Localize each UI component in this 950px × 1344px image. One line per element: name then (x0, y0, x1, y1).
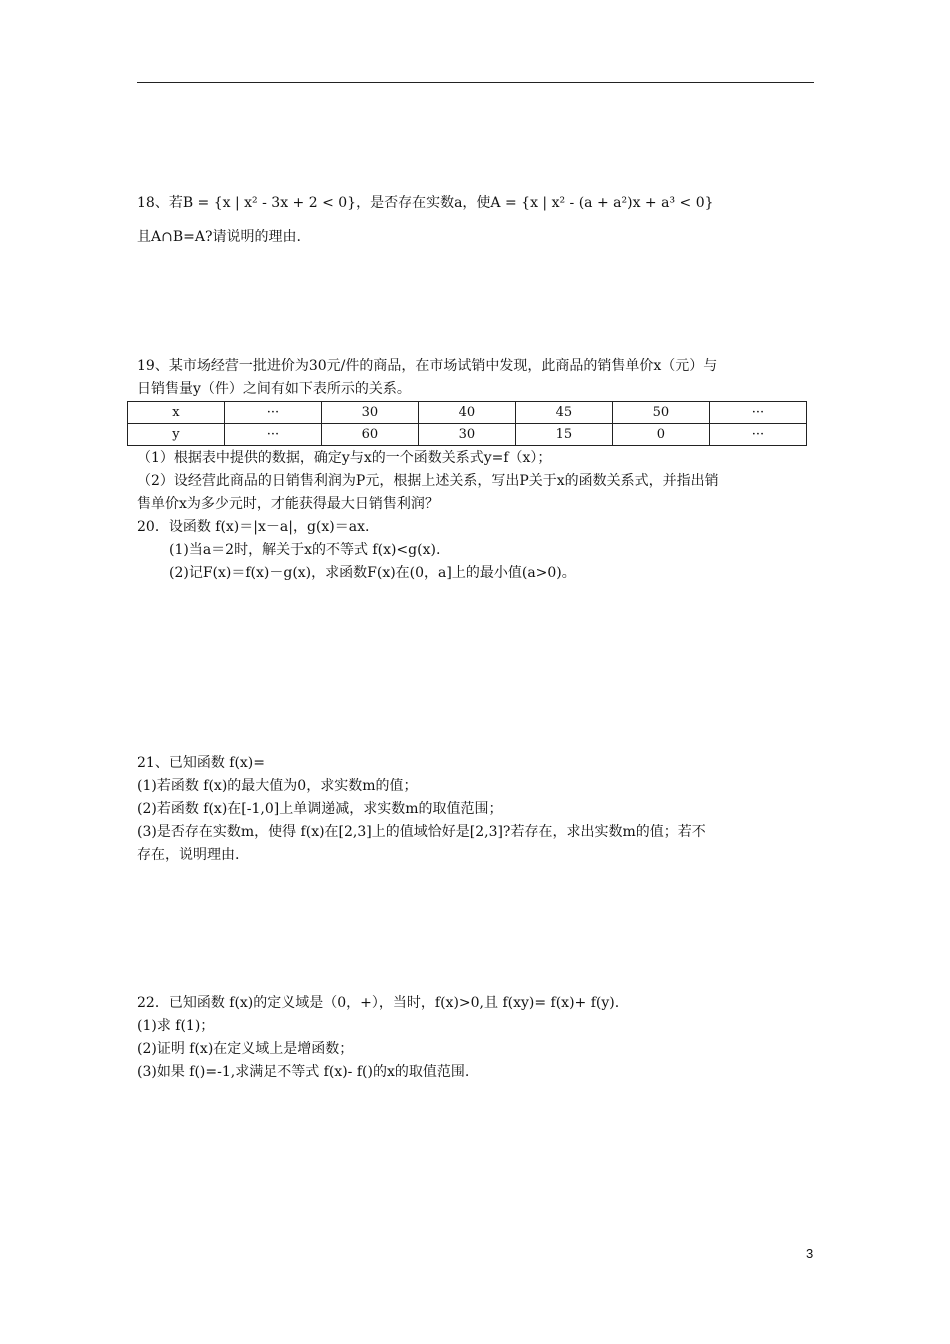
q21-part3a: (3)是否存在实数m，使得 f(x)在[2,3]上的值域恰好是[2,3]?若存在，求出实数m的值；若不 (137, 824, 706, 840)
q19-part2a: （2）设经营此商品的日销售利润为P元，根据上述关系，写出P关于x的函数关系式，并指出销 (137, 473, 719, 489)
q21-part2: (2)若函数 f(x)在[-1,0]上单调递减，求实数m的取值范围； (137, 801, 503, 817)
q20-part2: (2)记F(x)＝f(x)－g(x)，求函数F(x)在(0，a]上的最小值(a>0)。 (169, 565, 576, 581)
table-cell: ··· (709, 424, 806, 446)
table-cell: 15 (515, 424, 612, 446)
q19-line1: 19、某市场经营一批进价为30元/件的商品，在市场试销中发现，此商品的销售单价x（元）与 (137, 358, 718, 374)
q22-part3: (3)如果 f()=-1,求满足不等式 f(x)- f()的x的取值范围. (137, 1064, 470, 1080)
q19-part2b: 售单价x为多少元时，才能获得最大日销售利润？ (137, 496, 439, 512)
table-row (128, 424, 807, 446)
q20-line1: 20．设函数 f(x)＝|x－a|，g(x)＝ax. (137, 519, 370, 535)
q21-part3b: 存在，说明理由. (137, 847, 240, 863)
table-cell: 50 (612, 402, 709, 424)
q18-line2: 且A∩B=A?请说明的理由. (137, 229, 301, 245)
q22-part2: (2)证明 f(x)在定义域上是增函数； (137, 1041, 354, 1057)
q21-line1: 21、已知函数 f(x)= (137, 755, 265, 771)
question-18 (137, 192, 817, 249)
table-cell: 30 (418, 424, 515, 446)
q20-part1: (1)当a＝2时，解关于x的不等式 f(x)<g(x). (169, 542, 441, 558)
page-number: 3 (806, 1246, 814, 1261)
question-20 (137, 516, 817, 585)
q22-line1: 22．已知函数 f(x)的定义域是（0，+），当时，f(x)>0,且 f(xy)= f(x)+ f(y). (137, 995, 620, 1011)
table-cell: 60 (321, 424, 418, 446)
q22-part1: (1)求 f(1)； (137, 1018, 215, 1034)
question-21 (137, 752, 817, 867)
table-cell: x (128, 402, 225, 424)
table-cell: y (128, 424, 225, 446)
table-cell: 0 (612, 424, 709, 446)
table-cell: ··· (224, 402, 321, 424)
q19-part1: （1）根据表中提供的数据，确定y与x的一个函数关系式y=f（x）； (137, 450, 552, 466)
question-22 (137, 992, 817, 1084)
table-cell: ··· (709, 402, 806, 424)
table-cell: 45 (515, 402, 612, 424)
table-cell: 30 (321, 402, 418, 424)
table-cell: ··· (224, 424, 321, 446)
header-rule (137, 82, 814, 83)
q19-line2: 日销售量y（件）之间有如下表所示的关系。 (137, 381, 411, 397)
q18-line1: 18、若B = {x | x² - 3x + 2 < 0}，是否存在实数a，使A = {x | x² - (a + a²)x + a³ < 0} (137, 195, 714, 211)
question-19 (137, 355, 817, 401)
table-cell: 40 (418, 402, 515, 424)
price-sales-table (127, 401, 807, 446)
table-row (128, 402, 807, 424)
q21-part1: (1)若函数 f(x)的最大值为0，求实数m的值； (137, 778, 418, 794)
question-19-parts (137, 447, 817, 516)
